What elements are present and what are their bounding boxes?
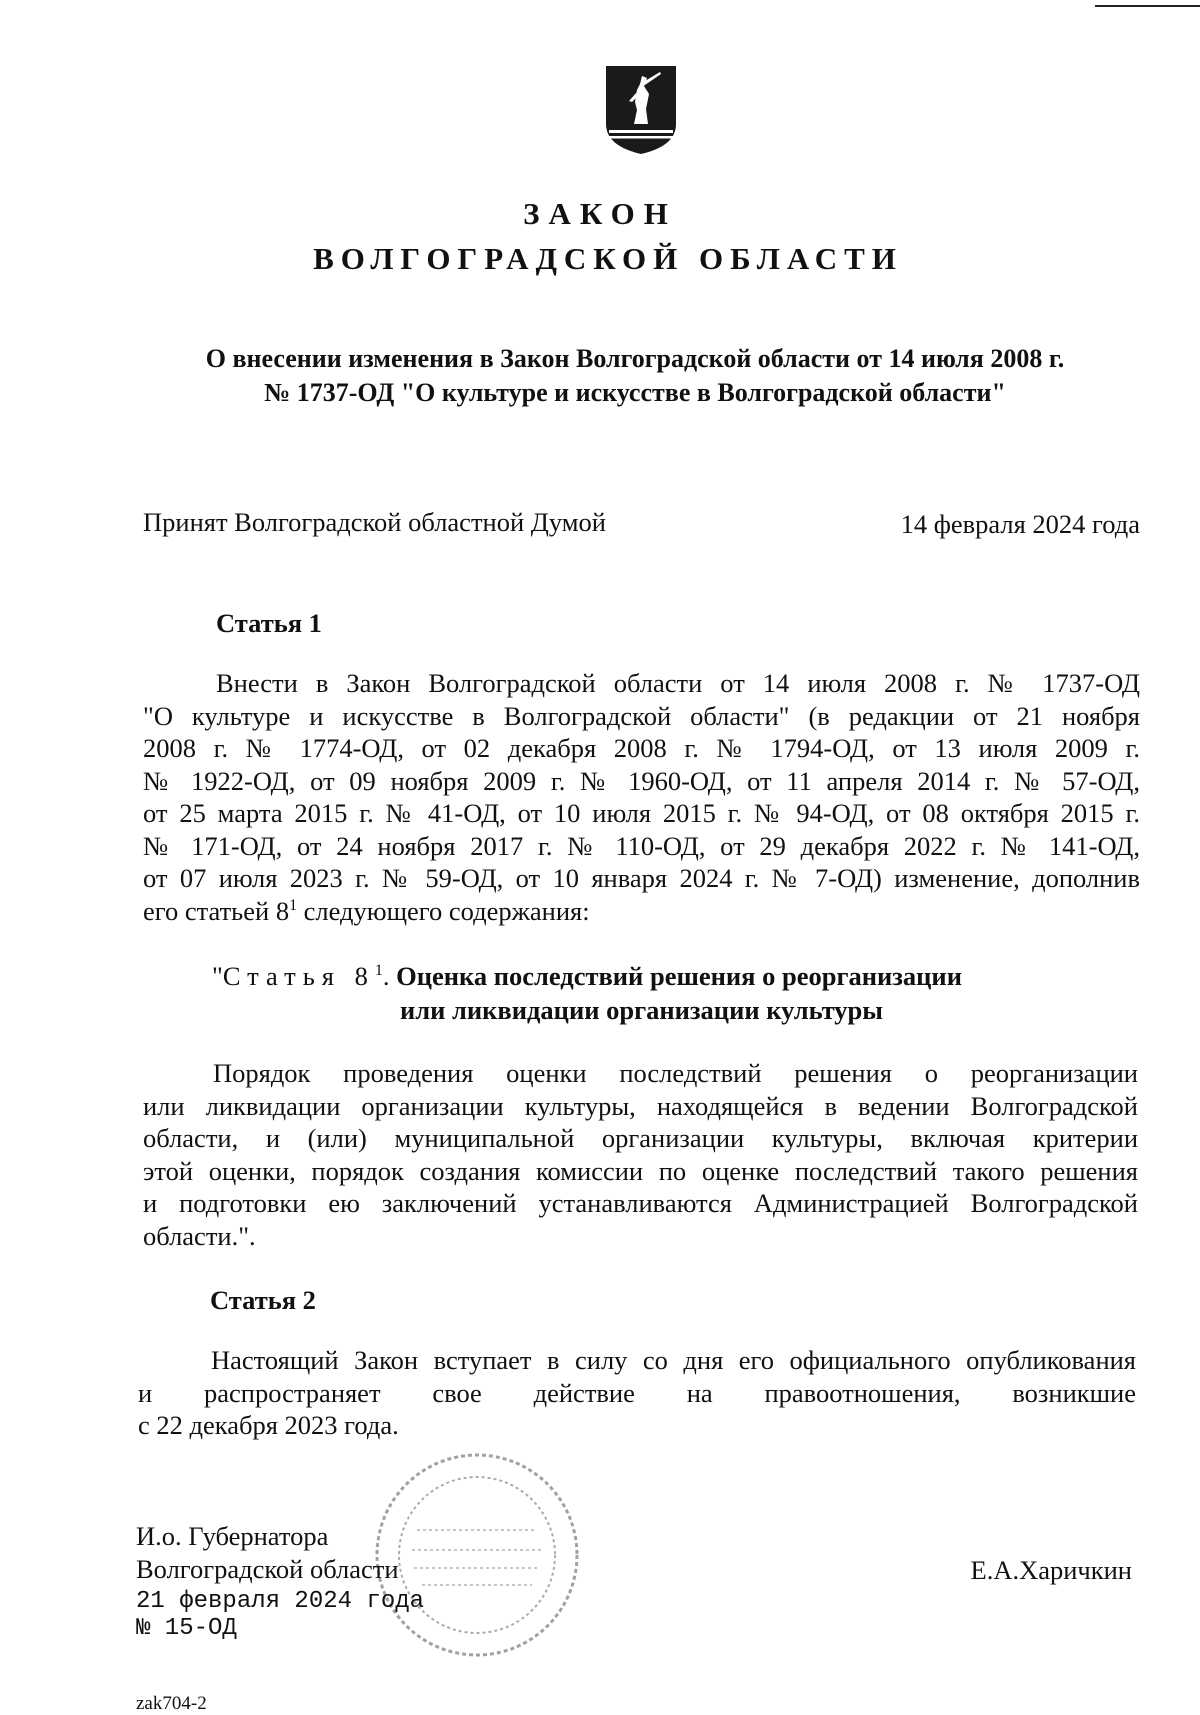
document-type-title: ЗАКОН [523,196,677,231]
signatory-position-line-2: Волгоградской области [136,1554,399,1584]
article-1-line: от 25 марта 2015 г. № 41-ОД, от 10 июля 2015 г. № 94-ОД, от 08 октября 2015 г. [143,798,1140,828]
scan-edge-line [1095,5,1200,7]
footer-code: zak704-2 [136,1693,207,1714]
article-1-last-sup: 1 [289,896,298,914]
article-1-last-suffix: следующего содержания: [297,895,590,926]
volgograd-coat-of-arms-icon [604,64,678,156]
signing-date: 21 февраля 2024 года [136,1588,425,1615]
law-number: № 15-ОД [136,1615,237,1642]
article-1-line: от 07 июля 2023 г. № 59-ОД, от 10 января 2024 г. № 7-ОД) изменение, дополнив [143,863,1140,893]
article-8-1-body [143,1057,1138,1252]
article-8-1-title-line-2: или ликвидации организации культуры [400,995,883,1025]
article-1-heading: Статья 1 [216,608,322,638]
article-2-line: Настоящий Закон вступает в силу со дня его официального опубликования [211,1345,1136,1375]
article-1-body [143,667,1140,927]
article-2-heading: Статья 2 [210,1285,316,1315]
article-8-1-sup: 1 [374,962,383,980]
article-8-1-title-line-1: Оценка последствий решения о реорганизации [396,961,962,991]
official-stamp-icon [372,1450,582,1660]
signatory-name: Е.А.Харичкин [970,1555,1132,1585]
article-2-last-line: с 22 декабря 2023 года. [138,1410,399,1440]
article-1-line: Внести в Закон Волгоградской области от 14 июля 2008 г. № 1737-ОД [216,668,1140,698]
adopted-date: 14 февраля 2024 года [900,509,1140,539]
article-1-line: 2008 г. № 1774-ОД, от 02 декабря 2008 г. № 1794-ОД, от 13 июля 2009 г. [143,733,1140,763]
article-2-line: и распространяет свое действие на правоотношения, возникшие [138,1377,1136,1408]
subject-line-1: О внесении изменения в Закон Волгоградской области от 14 июля 2008 г. [205,344,1065,373]
article-8-1-line: и подготовки ею заключений устанавливаются Администрацией Волгоградской [143,1188,1138,1218]
article-1-last-line [143,895,1140,928]
article-1-line: "О культуре и искусстве в Волгоградской области" (в редакции от 21 ноября [143,700,1140,731]
adopted-label: Принят Волгоградской областной Думой [143,507,606,537]
article-2-body [138,1344,1136,1442]
signatory-position-line-1: И.о. Губернатора [136,1521,329,1551]
article-1-last-prefix: его статьей 8 [143,895,290,926]
article-8-1-last-line: области.". [143,1220,256,1251]
article-1-line: № 171-ОД, от 24 ноября 2017 г. № 110-ОД, от 29 декабря 2022 г. № 141-ОД, [143,830,1140,861]
article-8-1-dot: . [382,961,390,991]
article-8-1-label: Статья 8 [222,961,375,991]
article-8-1-line: этой оценки, порядок создания комиссии по оценке последствий такого решения [143,1155,1138,1186]
region-title: ВОЛГОГРАДСКОЙ ОБЛАСТИ [313,241,903,276]
opening-quote: " [212,961,223,991]
article-8-1-line: области, и (или) муниципальной организации культуры, включая критерии [143,1123,1138,1153]
article-8-1-line: или ликвидации организации культуры, находящейся в ведении Волгоградской [143,1090,1138,1121]
article-1-line: № 1922-ОД, от 09 ноября 2009 г. № 1960-ОД, от 11 апреля 2014 г. № 57-ОД, [143,765,1140,796]
subject-line-2: № 1737-ОД "О культуре и искусстве в Волгоградской области" [264,378,1006,407]
article-8-1-line: Порядок проведения оценки последствий решения о реорганизации [213,1058,1138,1088]
article-8-1-heading [212,960,962,993]
